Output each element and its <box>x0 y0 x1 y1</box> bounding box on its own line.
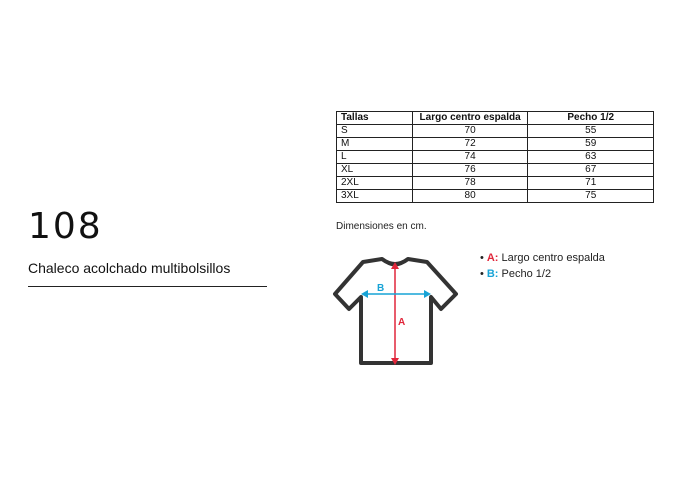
table-row <box>337 151 654 164</box>
size-cell: L <box>337 151 413 164</box>
legend-key-a: A: <box>486 252 499 264</box>
size-cell: XL <box>337 164 413 177</box>
measure-b-label: B <box>377 283 385 294</box>
pecho-cell: 71 <box>528 177 654 190</box>
size-cell: M <box>337 138 413 151</box>
pecho-cell: 59 <box>528 138 654 151</box>
product-code: 108 <box>28 206 103 247</box>
pecho-cell: 63 <box>528 151 654 164</box>
table-row <box>337 190 654 203</box>
header-largo: Largo centro espalda <box>412 112 528 125</box>
measure-a-label: A <box>398 317 406 328</box>
table-row <box>337 164 654 177</box>
largo-cell: 74 <box>412 151 528 164</box>
table-row <box>337 138 654 151</box>
legend-item-a <box>480 250 605 266</box>
legend-key-b: B: <box>486 268 499 280</box>
largo-cell: 70 <box>412 125 528 138</box>
legend-text-a: Largo centro espalda <box>501 252 605 264</box>
legend-text-b: Pecho 1/2 <box>501 268 552 280</box>
dimensions-note: Dimensiones en cm. <box>336 221 427 232</box>
size-table <box>336 111 654 203</box>
size-cell: S <box>337 125 413 138</box>
bullet-icon: • <box>480 268 484 280</box>
size-cell: 3XL <box>337 190 413 203</box>
divider <box>28 286 267 287</box>
largo-cell: 72 <box>412 138 528 151</box>
size-cell: 2XL <box>337 177 413 190</box>
largo-cell: 78 <box>412 177 528 190</box>
table-header-row <box>337 112 654 125</box>
product-name: Chaleco acolchado multibolsillos <box>28 260 231 276</box>
largo-cell: 80 <box>412 190 528 203</box>
table-row <box>337 125 654 138</box>
header-tallas: Tallas <box>337 112 413 125</box>
pecho-cell: 75 <box>528 190 654 203</box>
measurement-legend <box>480 250 605 282</box>
table-row <box>337 177 654 190</box>
legend-item-b <box>480 266 605 282</box>
largo-cell: 76 <box>412 164 528 177</box>
bullet-icon: • <box>480 252 484 264</box>
header-pecho: Pecho 1/2 <box>528 112 654 125</box>
tshirt-diagram <box>330 256 460 368</box>
pecho-cell: 67 <box>528 164 654 177</box>
pecho-cell: 55 <box>528 125 654 138</box>
